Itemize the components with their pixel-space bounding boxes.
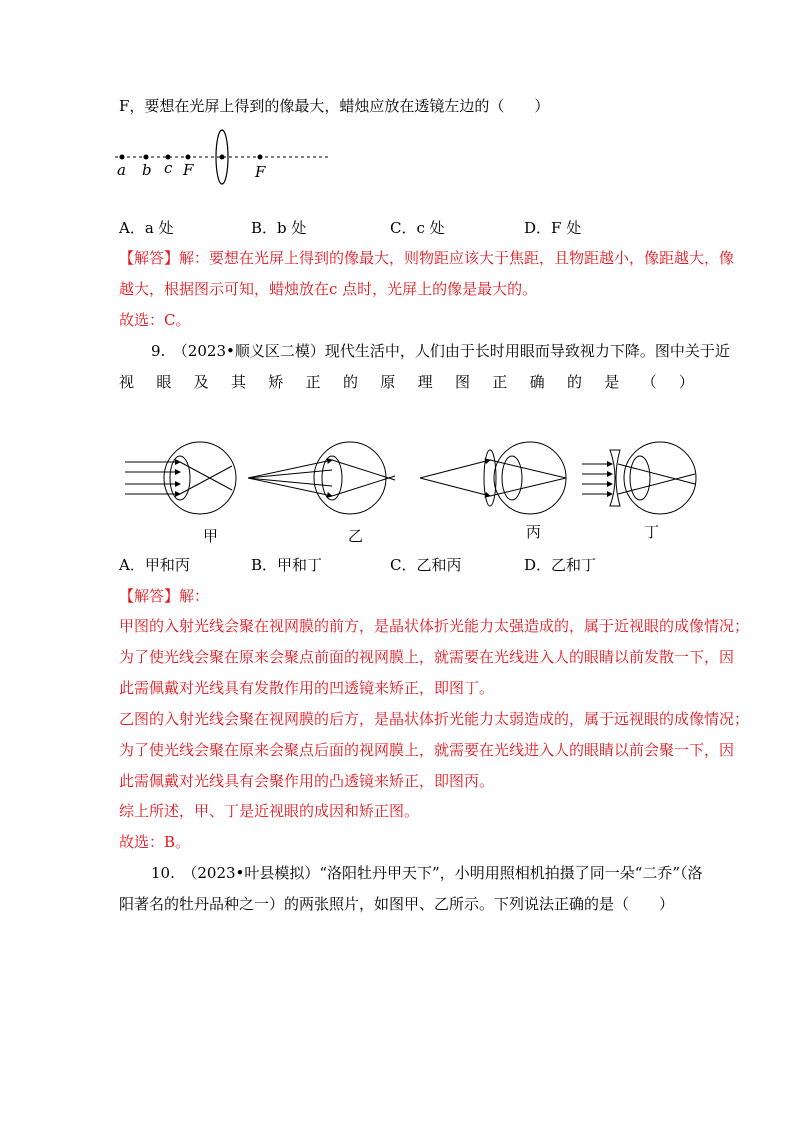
q8-stem: F，要想在光屏上得到的像最大，蜡烛应放在透镜左边的（ ） (119, 97, 550, 115)
q8-answer-line1 (119, 248, 734, 268)
q9-stem-char: 确 (529, 373, 545, 391)
q9-stem-char: 正 (492, 373, 508, 391)
q9-stem-char: 图 (454, 373, 470, 391)
label-c: c (164, 159, 173, 177)
q9-stem-char: 正 (305, 373, 321, 391)
q9-stem-char: 的 (566, 373, 582, 391)
answer-text: 解： (179, 587, 210, 605)
q8-answer-line2: 越大，根据图示可知，蜡烛放在c 点时，光屏上的像是最大的。 (119, 280, 538, 298)
q9-answer-line: 甲图的入射光线会聚在视网膜的前方，是晶状体折光能力太强造成的，属于近视眼的成像情况； (119, 617, 750, 635)
point-F-left (186, 155, 191, 160)
eye-yi (248, 442, 395, 514)
eye-jia (125, 442, 236, 514)
q8-choice: 故选：C。 (119, 311, 191, 329)
q9-stem-char: 是 (604, 373, 620, 391)
q9-answer-line: 乙图的入射光线会聚在视网膜的后方，是晶状体折光能力太弱造成的，属于远视眼的成像情况； (119, 710, 750, 728)
q9-stem-char: 及 (193, 373, 209, 391)
fig-label-yi: 乙 (348, 527, 364, 545)
q9-option-b: B．甲和丁 (251, 556, 323, 574)
q9-stem-char: 眼 (156, 373, 172, 391)
answer-tag: 【解答】 (119, 249, 180, 267)
q9-option-d: D．乙和丁 (524, 556, 597, 574)
q9-answer-line: 此需佩戴对光线具有会聚作用的凸透镜来矫正，即图丙。 (119, 772, 495, 790)
q10-stem-line1: 10. （2023•叶县模拟）“洛阳牡丹甲天下”，小明用照相机拍摄了同一朵“二乔”（洛 (151, 864, 703, 882)
q9-stem-char: 视 (119, 373, 135, 391)
q9-option-a: A．甲和丙 (119, 556, 190, 574)
fig-label-ding: 丁 (644, 523, 660, 541)
eye-ding (582, 442, 696, 514)
q8-option-a: A．a 处 (119, 219, 174, 237)
lens-diagram (110, 128, 350, 188)
q9-stem-char: 原 (380, 373, 396, 391)
q9-answer-line: 为了使光线会聚在原来会聚点前面的视网膜上，就需要在光线进入人的眼睛以前发散一下，因 (119, 648, 735, 666)
fig-label-bing: 丙 (526, 523, 542, 541)
point-b (144, 155, 149, 160)
eye-bing (420, 442, 566, 514)
q9-stem-line2 (119, 372, 694, 392)
q9-stem-line1: 9. （2023•顺义区二模）现代生活中，人们由于长时用眼而导致视力下降。图中关于近 (151, 342, 730, 360)
label-F-right: F (255, 163, 266, 181)
q9-answer-line: 综上所述，甲、丁是近视眼的成因和矫正图。 (119, 802, 420, 820)
q8-option-c: C．c 处 (390, 219, 445, 237)
q9-stem-char: 的 (342, 373, 358, 391)
label-a: a (117, 161, 126, 179)
q9-choice: 故选：B。 (119, 833, 191, 851)
q9-answer-line: 为了使光线会聚在原来会聚点后面的视网膜上，就需要在光线进入人的眼睛以前会聚一下，因 (119, 741, 735, 759)
q9-stem-char: 矫 (268, 373, 284, 391)
lens-center (220, 155, 225, 160)
q9-stem-char: ） (678, 373, 694, 391)
q9-option-c: C．乙和丙 (390, 556, 462, 574)
label-F-left: F (183, 161, 194, 179)
q9-stem-char: 理 (417, 373, 433, 391)
q9-answer-head (119, 586, 209, 606)
point-F-right (258, 155, 263, 160)
q9-answer-line: 此需佩戴对光线具有发散作用的凹透镜来矫正，即图丁。 (119, 679, 495, 697)
point-a (120, 155, 125, 160)
answer-tag: 【解答】 (119, 587, 180, 605)
answer-text: 解：要想在光屏上得到的像最大，则物距应该大于焦距，且物距越小，像距越大，像 (179, 249, 735, 267)
q9-stem-char: 其 (230, 373, 246, 391)
q8-option-b: B．b 处 (251, 219, 307, 237)
q9-stem-char: （ (641, 373, 657, 391)
q8-option-d: D．F 处 (524, 219, 582, 237)
eye-diagrams (120, 440, 700, 530)
q10-stem-line2: 阳著名的牡丹品种之一）的两张照片，如图甲、乙所示。下列说法正确的是（ ） (119, 895, 675, 913)
fig-label-jia: 甲 (203, 527, 219, 545)
label-b: b (142, 161, 152, 179)
